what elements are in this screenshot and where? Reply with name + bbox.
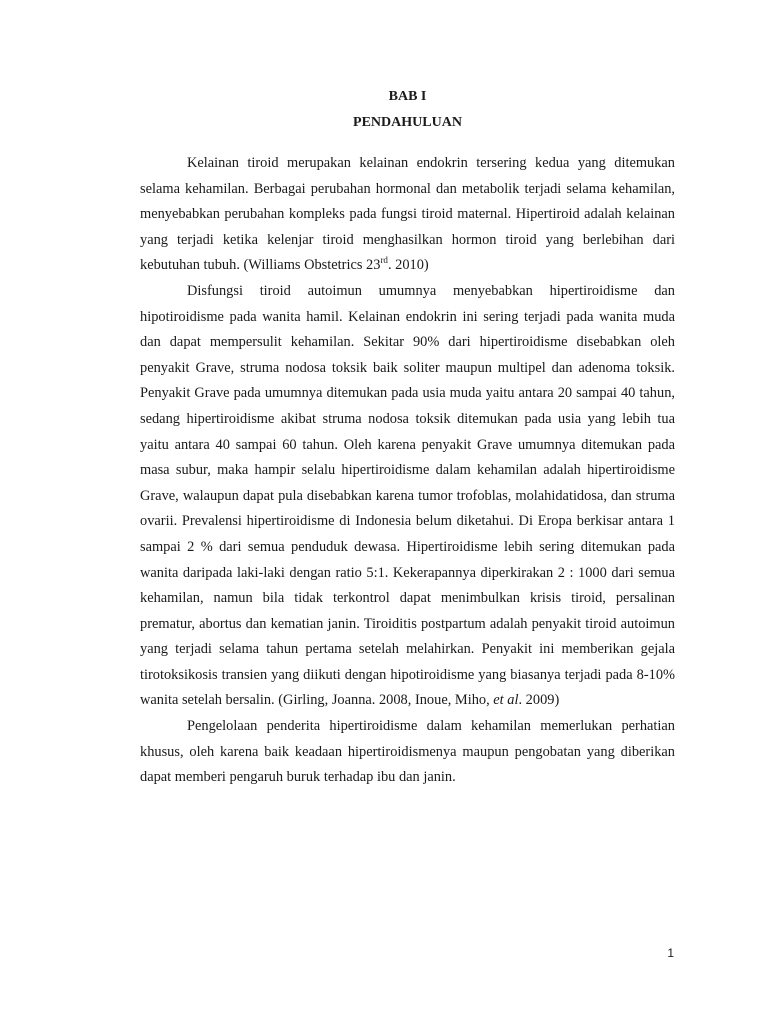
paragraph-2 [140,279,675,714]
chapter-title: PENDAHULUAN [353,115,462,130]
paragraph-3: Pengelolaan penderita hipertiroidisme dalam kehamilan memerlukan perhatian khusus, oleh karena baik keadaan hipertiroidismenya maupun pengobatan yang diberikan dapat memberi pengaruh buruk terhadap ibu dan janin. [140,718,675,786]
paragraph-1-text: Kelainan tiroid merupakan kelainan endokrin tersering kedua yang ditemukan selama kehamilan. Berbagai perubahan hormonal dan metabolik terjadi selama kehamilan, menyebabkan perubahan kompleks pada fungsi tiroid maternal. Hipertiroid adalah kelainan yang terjadi ketika kelenjar tiroid menghasilkan hormon tiroid yang berlebihan dari kebutuhan tubuh. (Williams Obstetrics 23 [140,155,675,274]
page-number: 1 [667,946,674,960]
chapter-number: BAB I [388,89,427,104]
body-text [140,151,675,791]
paragraph-1-citation-end: . 2010) [387,257,429,274]
ordinal-superscript: rd [380,255,388,266]
et-al-italic: et al [493,692,519,709]
paragraph-2-text: Disfungsi tiroid autoimun umumnya menyebabkan hipertiroidisme dan hipotiroidisme pada wanita hamil. Kelainan endokrin ini sering terjadi pada wanita muda dan dapat mempersulit kehamilan. Sekitar 90% dari hipertiroidisme disebabkan oleh penyakit Grave, struma nodosa toksik baik soliter maupun multipel dan adenoma toksik. Penyakit Grave pada umumnya ditemukan pada usia muda yaitu antara 20 sampai 40 tahun, sedang hipertiroidisme akibat struma nodosa toksik ditemukan pada usia yang lebih tua yaitu antara 40 sampai 60 tahun. Oleh karena penyakit Grave umumnya ditemukan pada masa subur, maka hampir selalu hipertiroidisme dalam kehamilan adalah hipertiroidisme Grave, walaupun dapat pula disebabkan karena tumor trofoblas, molahidatidosa, dan struma ovarii. Prevalensi hipertiroidisme di Indonesia belum diketahui. Di Eropa berkisar antara 1 sampai 2 % dari semua penduduk dewasa. Hipertiroidisme lebih sering ditemukan pada wanita daripada laki-laki dengan ratio 5:1. Kekerapannya diperkirakan 2 : 1000 dari semua kehamilan, namun bila tidak terkontrol dapat menimbulkan krisis tiroid, persalinan prematur, abortus dan kematian janin. Tiroiditis postpartum adalah penyakit tiroid autoimun yang terjadi selama tahun pertama setelah melahirkan. Penyakit ini memberikan gejala tirotoksikosis transien yang diikuti dengan hipotiroidisme yang biasanya terjadi pada 8-10% wanita setelah bersalin. (Girling, Joanna. 2008, Inoue, Miho, [140,282,675,709]
paragraph-2-citation-end: . 2009) [518,692,560,709]
paragraph-1 [140,151,675,279]
